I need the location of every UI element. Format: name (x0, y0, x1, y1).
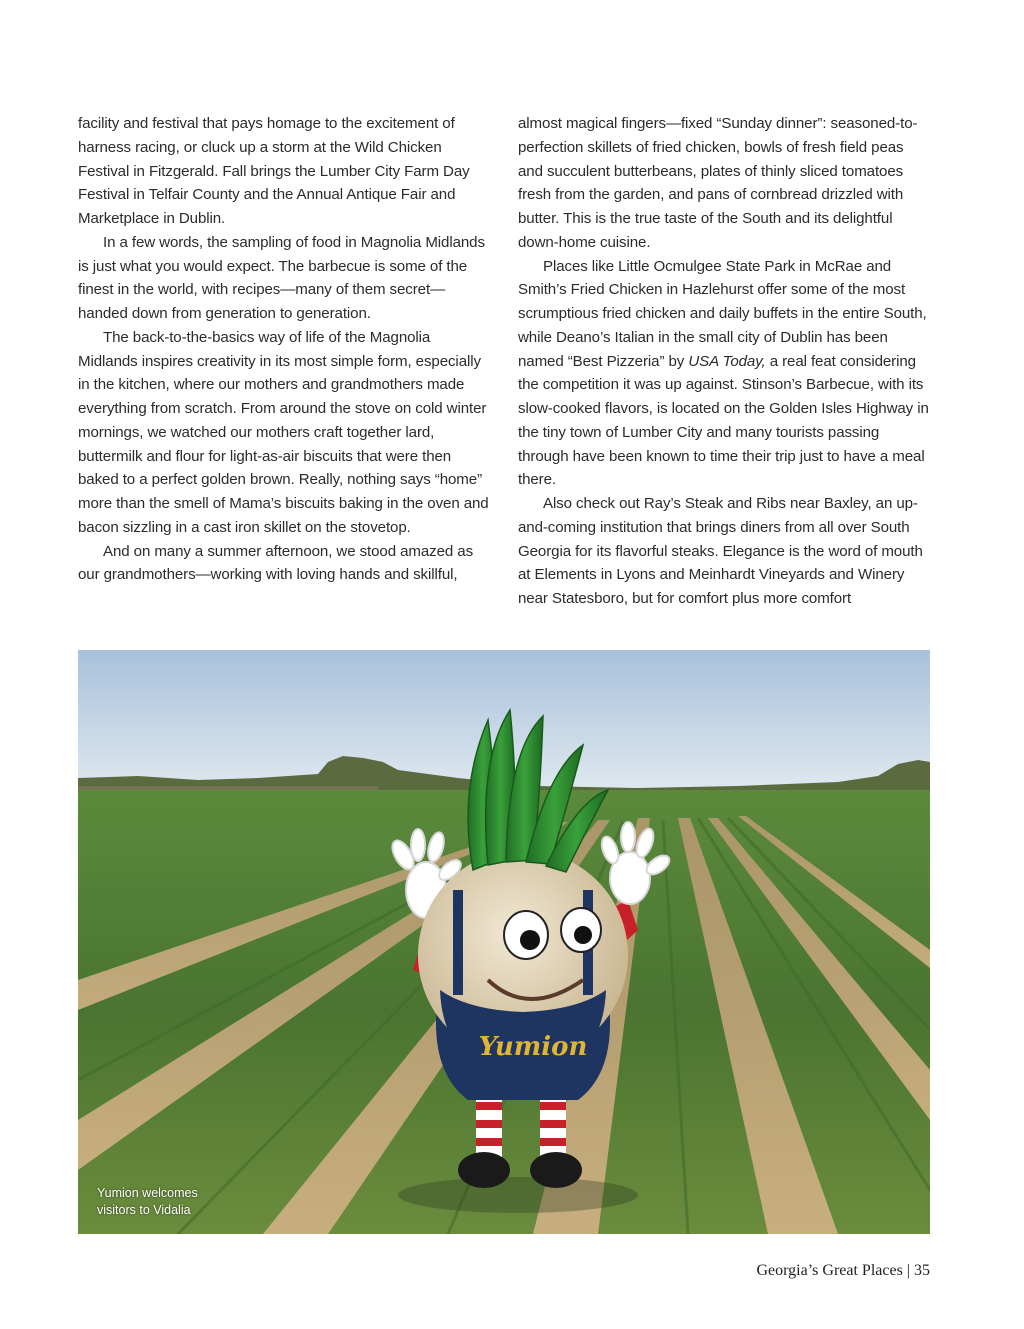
caption-line-2: visitors to Vidalia (97, 1203, 191, 1217)
right-paragraph-3: Also check out Ray’s Steak and Ribs near Baxley, an up-and-coming institution that brings diners from all over South Georgia for its flavorful steaks. Elegance is the word of mouth at Elements in Lyons and Meinhardt Vineyards and Winery near Statesboro, but for comfort plus more comfort (518, 495, 923, 607)
mascot-field-photo (78, 650, 930, 1234)
publication-name: USA Today, (688, 352, 766, 370)
page-footer: Georgia’s Great Places | 35 (756, 1262, 930, 1279)
left-paragraph-3: The back-to-the-basics way of life of the Magnolia Midlands inspires creativity in its most simple form, especially in the kitchen, where our mothers and grandmothers made everything from scratch. From around the stove on cold winter mornings, we watched our mothers craft together lard, buttermilk and flour for light-as-air biscuits that were then baked to a perfect golden brown. Really, nothing says “home” more than the smell of Mama’s biscuits baking in the oven and bacon sizzling in a cast iron skillet on the stovetop. (78, 328, 489, 536)
overalls-logo: Yumion (478, 1032, 588, 1062)
left-text-column (78, 112, 490, 587)
photo-illustration (78, 650, 930, 1234)
right-paragraph-2 (518, 255, 930, 493)
photo-caption (97, 1185, 198, 1219)
caption-line-1: Yumion welcomes (97, 1186, 198, 1200)
left-paragraph-4: And on many a summer afternoon, we stood amazed as our grandmothers—working with loving hands and skillful, (78, 542, 474, 584)
right-text-column (518, 112, 930, 611)
right-paragraph-1: almost magical fingers—fixed “Sunday dinner”: seasoned-to-perfection skillets of fried chicken, bowls of fresh field peas and succulent butterbeans, plates of thinly sliced tomatoes fresh from the garden, and pans of cornbread drizzled with butter. This is the true taste of the South and its delightful down-home cuisine. (518, 115, 918, 251)
left-paragraph-1: facility and festival that pays homage to the excitement of harness racing, or cluck up a storm at the Wild Chicken Festival in Fitzgerald. Fall brings the Lumber City Farm Day Festival in Telfair County and the Annual Antique Fair and Marketplace in Dublin. (78, 115, 470, 227)
left-paragraph-2: In a few words, the sampling of food in Magnolia Midlands is just what you would expect. The barbecue is some of the finest in the world, with recipes—many of them secret—handed down from generation to generation. (78, 233, 485, 322)
right-paragraph-2-start: Places like Little Ocmulgee State Park in McRae and Smith’s Fried Chicken in Hazlehurst offer some of the most scrumptious fried chicken and daily buffets in the entire South, while Deano’s Italian in the small city of Dublin has been named “Best Pizzeria” by (518, 257, 927, 370)
right-paragraph-2-end: a real feat considering the competition it was up against. Stinson’s Barbecue, with its slow-cooked flavors, is located on the Golden Isles Highway in the tiny town of Lumber City and many tourists passing through have been known to time their trip just to have a meal there. (518, 352, 929, 489)
